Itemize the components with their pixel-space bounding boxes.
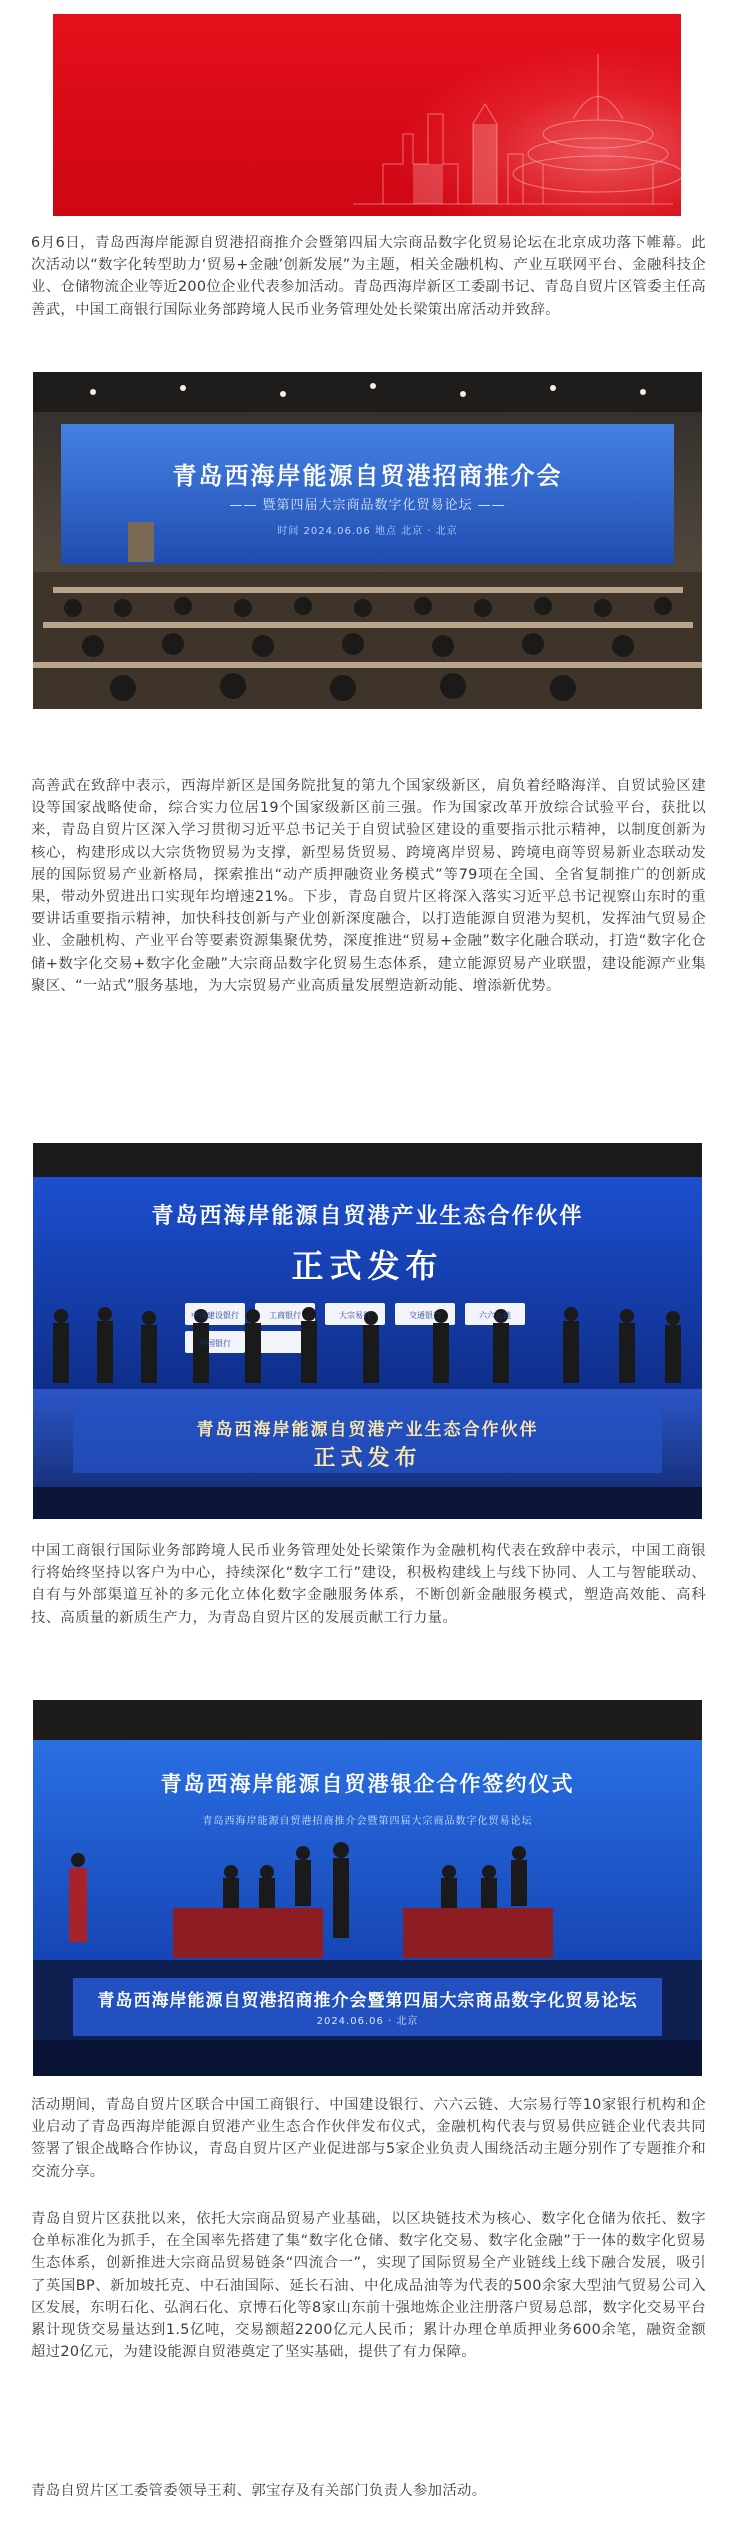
screen-title: 青岛西海岸能源自贸港招商推介会	[172, 462, 563, 490]
bottom-banner-meta: 2024.06.06 · 北京	[316, 2016, 419, 2027]
partner-card-label: 工商银行	[269, 1311, 301, 1320]
intro-paragraph: 6月6日，青岛西海岸能源自贸港招商推介会暨第四届大宗商品数字化贸易论坛在北京成功落下帷幕。此次活动以“数字化转型助力‘贸易+金融’创新发展”为主题，相关金融机构、产业互联网平台、金融科技企业、仓储物流企业等近200位企业代表参加活动。青岛西海岸新区工委副书记、青岛自贸片区管委主任高善武，中国工商银行国际业务部跨境人民币业务管理处处长梁策出席活动并致辞。	[31, 235, 706, 318]
floor-screen-headline: 正式发布	[313, 1446, 422, 1471]
screen-subtitle: —— 暨第四届大宗商品数字化贸易论坛 ——	[229, 498, 506, 513]
speech-paragraph: 高善武在致辞中表示，西海岸新区是国务院批复的第九个国家级新区，肩负着经略海洋、自贸试验区建设等国家战略使命，综合实力位居19个国家级新区前三强。作为国家改革开放综合试验平台，获批以来，青岛自贸片区深入学习贯彻习近平总书记关于自贸试验区建设的重要指示批示精神，以制度创新为核心，构建形成以大宗货物贸易为支撑，新型易货贸易、跨境离岸贸易、跨境电商等贸易新业态联动发展的国际贸易产业新格局，探索推出“动产质押融资业务模式”等79项在全国、全省复制推广的创新成果，带动外贸进出口实现年均增速21%。下步，青岛自贸片区将深入落实习近平总书记视察山东时的重要讲话重要指示精神，加快科技创新与产业创新深度融合，以打造能源自贸港为契机，发挥油气贸易企业、金融机构、产业平台等要素资源集聚优势，深度推进“贸易+金融”数字化融合联动，打造“数字化仓储+数字化交易+数字化金融”大宗商品数字化贸易生态体系，建立能源贸易产业联盟，建设能源产业集聚区、“一站式”服务基地，为大宗贸易产业高质量发展塑造新动能、增添新优势。	[31, 778, 706, 994]
bottom-banner-text: 青岛西海岸能源自贸港招商推介会暨第四届大宗商品数字化贸易论坛	[97, 1991, 638, 2011]
ceremony-paragraph: 活动期间，青岛自贸片区联合中国工商银行、中国建设银行、六六云链、大宗易行等10家银行机构和企业启动了青岛西海岸能源自贸港产业生态合作伙伴发布仪式，金融机构代表与贸易供应链企业代表共同签署了银企战略合作协议，青岛自贸片区产业促进部与5家企业负责人围绕活动主题分别作了专题推介和交流分享。	[31, 2097, 706, 2180]
partner-card-label: 中国建设银行	[191, 1311, 239, 1320]
header-banner	[53, 14, 681, 216]
city-skyline-graphic	[53, 14, 681, 216]
hall-illustration	[33, 372, 702, 709]
partner-card-label: 交通银行	[409, 1311, 441, 1320]
icbc-speech-paragraph: 中国工商银行国际业务部跨境人民币业务管理处处长梁策作为金融机构代表在致辞中表示，中国工商银行将始终坚持以客户为中心，持续深化“数字工行”建设，积极构建线上与线下协同、人工与智能联动、自有与外部渠道互补的多元化立体化数字金融服务体系，不断创新金融服务模式，塑造高效能、高科技、高质量的新质生产力，为青岛自贸片区的发展贡献工行力量。	[31, 1543, 706, 1626]
signing-screen-subtitle: 青岛西海岸能源自贸港招商推介会暨第四届大宗商品数字化贸易论坛	[202, 1816, 533, 1827]
screen-meta: 时间 2024.06.06 地点 北京 · 北京	[277, 526, 458, 537]
partner-card-label: 大宗易行	[339, 1311, 371, 1320]
attendees-paragraph: 青岛自贸片区工委管委领导王莉、郭宝存及有关部门负责人参加活动。	[31, 2483, 487, 2499]
achievements-paragraph: 青岛自贸片区获批以来，依托大宗商品贸易产业基础，以区块链技术为核心、数字化仓储为依托、数字仓单标准化为抓手，在全国率先搭建了集“数字化仓储、数字化交易、数字化金融”于一体的数字化贸易生态体系，创新推进大宗商品贸易链条“四流合一”，实现了国际贸易全产业链线上线下融合发展，吸引了英国BP、新加坡托克、中石油国际、延长石油、中化成品油等为代表的500余家大型油气贸易公司入区发展，东明石化、弘润石化、京博石化等8家山东前十强地炼企业注册落户贸易总部，数字化交易平台累计现货交易量达到1.5亿吨，交易额超2200亿元人民币；累计办理仓单质押业务600余笔，融资金额超过20亿元，为建设能源自贸港奠定了坚实基础，提供了有力保障。	[31, 2211, 706, 2361]
partner-card-label: 六六云链	[479, 1311, 511, 1320]
floor-screen-title: 青岛西海岸能源自贸港产业生态合作伙伴	[196, 1420, 539, 1440]
partner-card-label: 中国银行	[199, 1339, 231, 1348]
stage-screen-title: 青岛西海岸能源自贸港产业生态合作伙伴	[151, 1204, 584, 1229]
conference-hall-photo	[33, 372, 702, 709]
stage-screen-headline: 正式发布	[291, 1247, 444, 1285]
partner-release-photo	[33, 1143, 702, 1519]
signing-ceremony-photo	[33, 1700, 702, 2076]
signing-screen-title: 青岛西海岸能源自贸港银企合作签约仪式	[160, 1772, 575, 1796]
